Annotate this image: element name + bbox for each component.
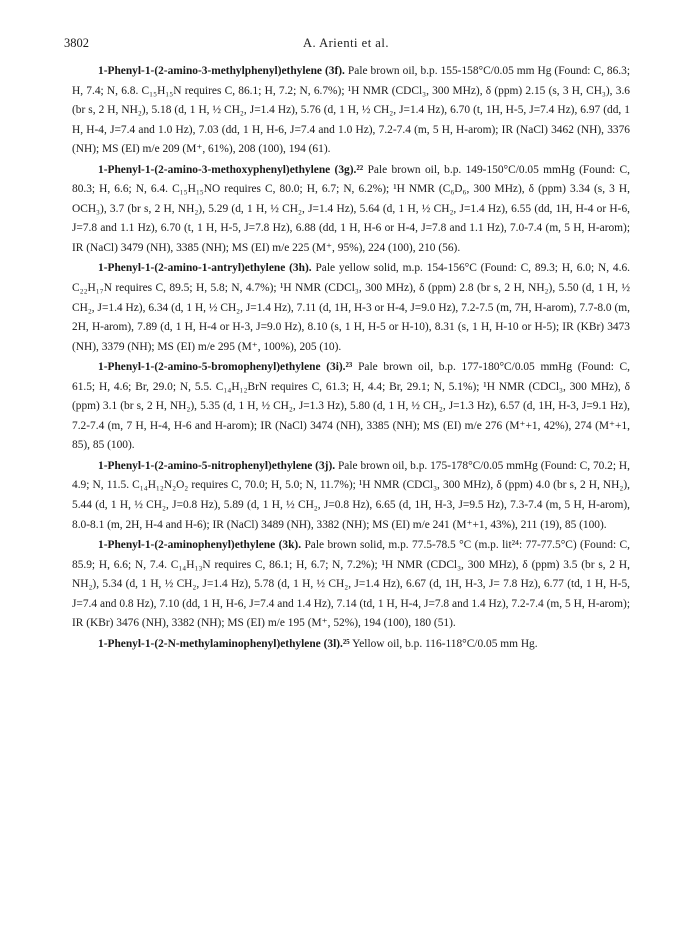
compound-name: 1-Phenyl-1-(2-aminophenyl)ethylene (3k). <box>98 539 302 552</box>
experimental-text <box>72 62 630 654</box>
compound-data: Pale brown oil, b.p. 177-180°C/0.05 mmHg (Found: C, 61.5; H, 4.6; Br, 29.0; N, 5.5. C₁₄H₁₂BrN requires C, 61.3; H, 4.4; Br, 29.1; N, 5.1%); ¹H NMR (CDCl₃, 300 MHz), δ (ppm) 3.1 (br s, 2 H, NH₂), 5.35 (d, 1 H, ½ CH₂, J=1.3 Hz), 5.80 (d, 1 H, ½ CH₂, J=1.3 Hz), 6.57 (d, 1H, H-3, J=9.1 Hz), 7.2-7.4 (m, 7 H, H-4, H-6 and H-arom); IR (NaCl) 3474 (NH), 3385 (NH); MS (EI) m/e 276 (M⁺+1, 42%), 274 (M⁺+1, 85), 85 (100). <box>72 361 631 452</box>
compound-name: 1-Phenyl-1-(2-amino-5-bromophenyl)ethylene (3i).²³ <box>98 361 353 374</box>
compound-3j-paragraph <box>72 457 630 535</box>
compound-3i-paragraph <box>72 358 630 456</box>
compound-data: Pale yellow solid, m.p. 154-156°C (Found: C, 89.3; H, 6.0; N, 4.6. C₂₂H₁₇N requires C, 89.5; H, 5.8; N, 4.7%); ¹H NMR (CDCl₃, 300 MHz), δ (ppm) 2.8 (br s, 2 H, NH₂), 5.50 (d, 1 H, ½ CH₂, J=1.4 Hz), 6.34 (d, 1 H, ½ CH₂, J=1.4 Hz), 7.11 (d, 1H, H-3 or H-4, J=9.0 Hz), 7.2-7.5 (m, 7H, H-arom), 7.7-8.0 (m, 2H, H-arom), 7.89 (d, 1 H, H-4 or H-3, J=9.0 Hz), 8.10 (s, 1 H, H-5 or H-10), 8.31 (s, 1 H, H-10 or H-5); IR (KBr) 3473 (NH), 3379 (NH); MS (EI) m/e 295 (M⁺, 100%), 205 (10). <box>72 262 630 353</box>
compound-name: 1-Phenyl-1-(2-amino-3-methoxyphenyl)ethylene (3g).²² <box>98 163 364 176</box>
compound-data: Pale brown oil, b.p. 155-158°C/0.05 mm Hg (Found: C, 86.3; H, 7.4; N, 6.8. C₁₅H₁₅N requires C, 86.1; H, 7.2; N, 6.7%); ¹H NMR (CDCl₃, 300 MHz), δ (ppm) 2.15 (s, 3 H, CH₃), 3.6 (br s, 2 H, NH₂), 5.18 (d, 1 H, ½ CH₂, J=1.4 Hz), 5.76 (d, 1 H, ½ CH₂, J=1.4 Hz), 6.70 (t, 1H, H-5, J=7.4 Hz), 6.97 (dd, 1 H, H-4, J=7.4 and 1.0 Hz), 7.03 (dd, 1 H, H-6, J=7.4 and 1.0 Hz), 7.2-7.4 (m, 5 H, H-arom); IR (NaCl) 3462 (NH), 3376 (NH); MS (EI) m/e 209 (M⁺, 61%), 208 (100), 194 (61). <box>72 65 631 156</box>
compound-3l-paragraph <box>72 635 630 655</box>
compound-name: 1-Phenyl-1-(2-amino-3-methylphenyl)ethylene (3f). <box>98 65 345 77</box>
compound-name: 1-Phenyl-1-(2-N-methylaminophenyl)ethylene (3l).²⁵ <box>98 637 350 650</box>
running-header-authors: A. Arienti et al. <box>303 36 389 50</box>
compound-name: 1-Phenyl-1-(2-amino-1-antryl)ethylene (3h). <box>98 262 312 275</box>
compound-3f-paragraph <box>72 62 630 160</box>
page-number: 3802 <box>64 36 89 50</box>
compound-data: Yellow oil, b.p. 116-118°C/0.05 mm Hg. <box>352 637 538 650</box>
compound-name: 1-Phenyl-1-(2-amino-5-nitrophenyl)ethylene (3j). <box>98 459 336 472</box>
compound-3g-paragraph <box>72 161 630 259</box>
compound-3k-paragraph <box>72 536 630 634</box>
compound-3h-paragraph <box>72 259 630 357</box>
compound-data: Pale brown oil, b.p. 175-178°C/0.05 mmHg (Found: C, 70.2; H, 4.9; N, 11.5. C₁₄H₁₂N₂O₂ requires C, 70.0; H, 5.0; N, 11.7%); ¹H NMR (CDCl₃, 300 MHz), δ (ppm) 4.0 (br s, 2 H, NH₂), 5.44 (d, 1 H, ½ CH₂, J=0.8 Hz), 5.89 (d, 1 H, ½ CH₂, J=0.8 Hz), 6.65 (d, 1H, H-3, J=9.5 Hz), 7.3-7.4 (m, 5 H, H-arom), 8.0-8.1 (m, 2H, H-4 and H-6); IR (NaCl) 3489 (NH), 3382 (NH); MS (EI) m/e 241 (M⁺+1, 43%), 211 (19), 85 (100). <box>72 459 630 531</box>
compound-data: Pale brown oil, b.p. 149-150°C/0.05 mmHg (Found: C, 80.3; H, 6.6; N, 6.4. C₁₅H₁₅NO requires C, 80.0; H, 6.7; N, 6.2%); ¹H NMR (C₆D₆, 300 MHz), δ (ppm) 3.34 (s, 3 H, OCH₃), 3.7 (br s, 2 H, NH₂), 5.29 (d, 1 H, ½ CH₂, J=1.4 Hz), 5.64 (d, 1 H, ½ CH₂, J=1.4 Hz), 6.55 (dd, 1H, H-4 or H-6, J=7.8 and 1.1 Hz), 6.70 (t, 1 H, H-5, J=7.8 Hz), 6.88 (dd, 1 H, H-6 or H-4, J=7.8 and 1.1 Hz), 7.0-7.4 (m, 5 H, H-arom); IR (NaCl) 3479 (NH), 3385 (NH); MS (EI) m/e 225 (M⁺, 95%), 224 (100), 210 (56). <box>72 163 630 254</box>
compound-data: Pale brown solid, m.p. 77.5-78.5 °C (m.p. lit²⁴: 77-77.5°C) (Found: C, 85.9; H, 6.6; N, 7.4. C₁₄H₁₃N requires C, 86.1; H, 6.7; N, 7.2%); ¹H NMR (CDCl₃, 300 MHz), δ (ppm) 3.5 (br s, 2 H, NH₂), 5.34 (d, 1 H, ½ CH₂, J=1.4 Hz), 5.78 (d, 1 H, ½ CH₂, J=1.4 Hz), 6.67 (d, 1H, H-3, J= 7.8 Hz), 6.77 (td, 1 H, H-5, J=7.4 and 0.8 Hz), 7.10 (dd, 1 H, H-6, J=7.4 and 1.4 Hz), 7.14 (td, 1 H, H-4, J=7.8 and 1.4 Hz), 7.2-7.4 (m, 5 H, H-arom); IR (KBr) 3476 (NH), 3382 (NH); MS (EI) m/e 195 (M⁺, 52%), 194 (100), 180 (51). <box>72 539 630 630</box>
